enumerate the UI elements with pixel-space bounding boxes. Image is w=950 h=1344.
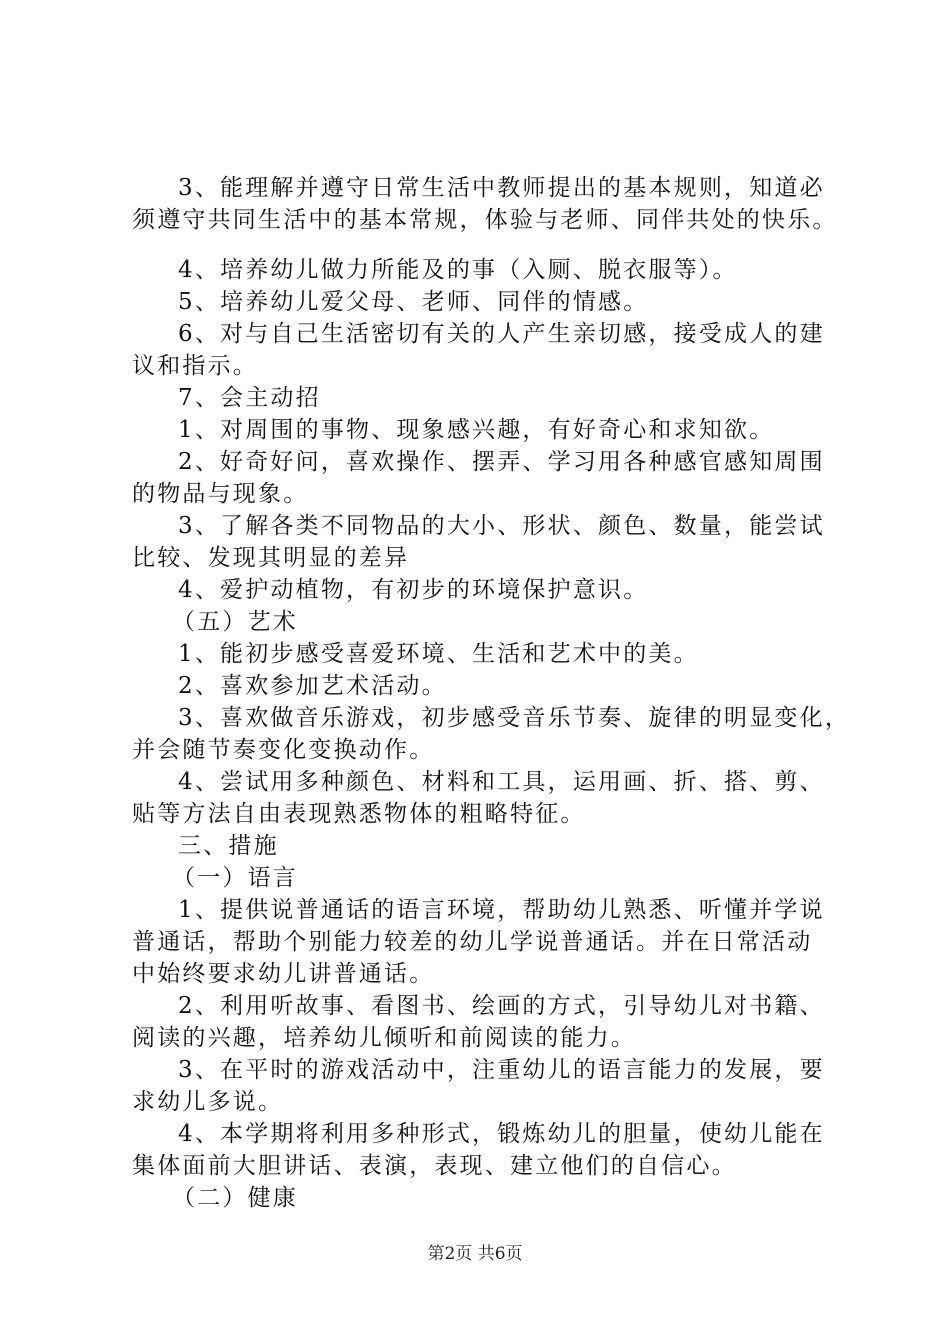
paragraph-line: 1、提供说普通话的语言环境，帮助幼儿熟悉、听懂并学说 (178, 897, 825, 923)
paragraph-line: 普通话，帮助个别能力较差的幼儿学说普通话。并在日常活动 (132, 929, 813, 955)
paragraph-line: 并会随节奏变化变换动作。 (132, 737, 435, 763)
paragraph-line: 的物品与现象。 (132, 481, 309, 507)
paragraph-line: 4、培养幼儿做力所能及的事（入厕、脱衣服等）。 (178, 257, 738, 283)
paragraph-line: 2、利用听故事、看图书、绘画的方式，引导幼儿对书籍、 (178, 993, 825, 1019)
paragraph-line: 议和指示。 (132, 353, 258, 379)
section-heading: （五）艺术 (172, 609, 298, 635)
paragraph-line: 1、能初步感受喜爱环境、生活和艺术中的美。 (178, 641, 699, 667)
paragraph-line: 1、对周围的事物、现象感兴趣，有好奇心和求知欲。 (178, 417, 775, 443)
paragraph-line: 3、在平时的游戏活动中，注重幼儿的语言能力的发展，要 (178, 1057, 825, 1083)
paragraph-line: 6、对与自己生活密切有关的人产生亲切感，接受成人的建 (178, 321, 825, 347)
paragraph-line: 3、了解各类不同物品的大小、形状、颜色、数量，能尝试 (178, 513, 825, 539)
paragraph-line: 集体面前大胆讲话、表演，表现、建立他们的自信心。 (132, 1153, 737, 1179)
paragraph-line: 3、喜欢做音乐游戏，初步感受音乐节奏、旋律的明显变化， (178, 705, 851, 731)
paragraph-line: 贴等方法自由表现熟悉物体的粗略特征。 (132, 801, 586, 827)
paragraph-line: 求幼儿多说。 (132, 1089, 284, 1115)
paragraph-line: 4、尝试用多种颜色、材料和工具，运用画、折、搭、剪、 (178, 769, 825, 795)
paragraph-line: 4、本学期将利用多种形式，锻炼幼儿的胆量，使幼儿能在 (178, 1121, 825, 1147)
paragraph-line: 阅读的兴趣，培养幼儿倾听和前阅读的能力。 (132, 1025, 636, 1051)
paragraph-line: 2、好奇好问，喜欢操作、摆弄、学习用各种感官感知周围 (178, 449, 825, 475)
paragraph-line: 比较、发现其明显的差异 (132, 545, 410, 571)
document-body (132, 172, 852, 1214)
paragraph-line: 2、喜欢参加艺术活动。 (178, 673, 447, 699)
paragraph-line: 4、爱护动植物，有初步的环境保护意识。 (178, 577, 649, 603)
paragraph-line: 5、培养幼儿爱父母、老师、同伴的情感。 (178, 289, 649, 315)
section-heading: （一）语言 (172, 865, 298, 891)
paragraph-line: 3、能理解并遵守日常生活中教师提出的基本规则，知道必 (178, 175, 825, 201)
paragraph-line: 中始终要求幼儿讲普通话。 (132, 961, 435, 987)
paragraph-line: 须遵守共同生活中的基本常规，体验与老师、同伴共处的快乐。 (132, 207, 838, 233)
section-heading: （二）健康 (172, 1185, 298, 1211)
section-heading: 三、措施 (178, 833, 279, 859)
page-number-footer: 第2页 共6页 (427, 1244, 523, 1264)
paragraph-line: 7、会主动招 (178, 385, 321, 411)
